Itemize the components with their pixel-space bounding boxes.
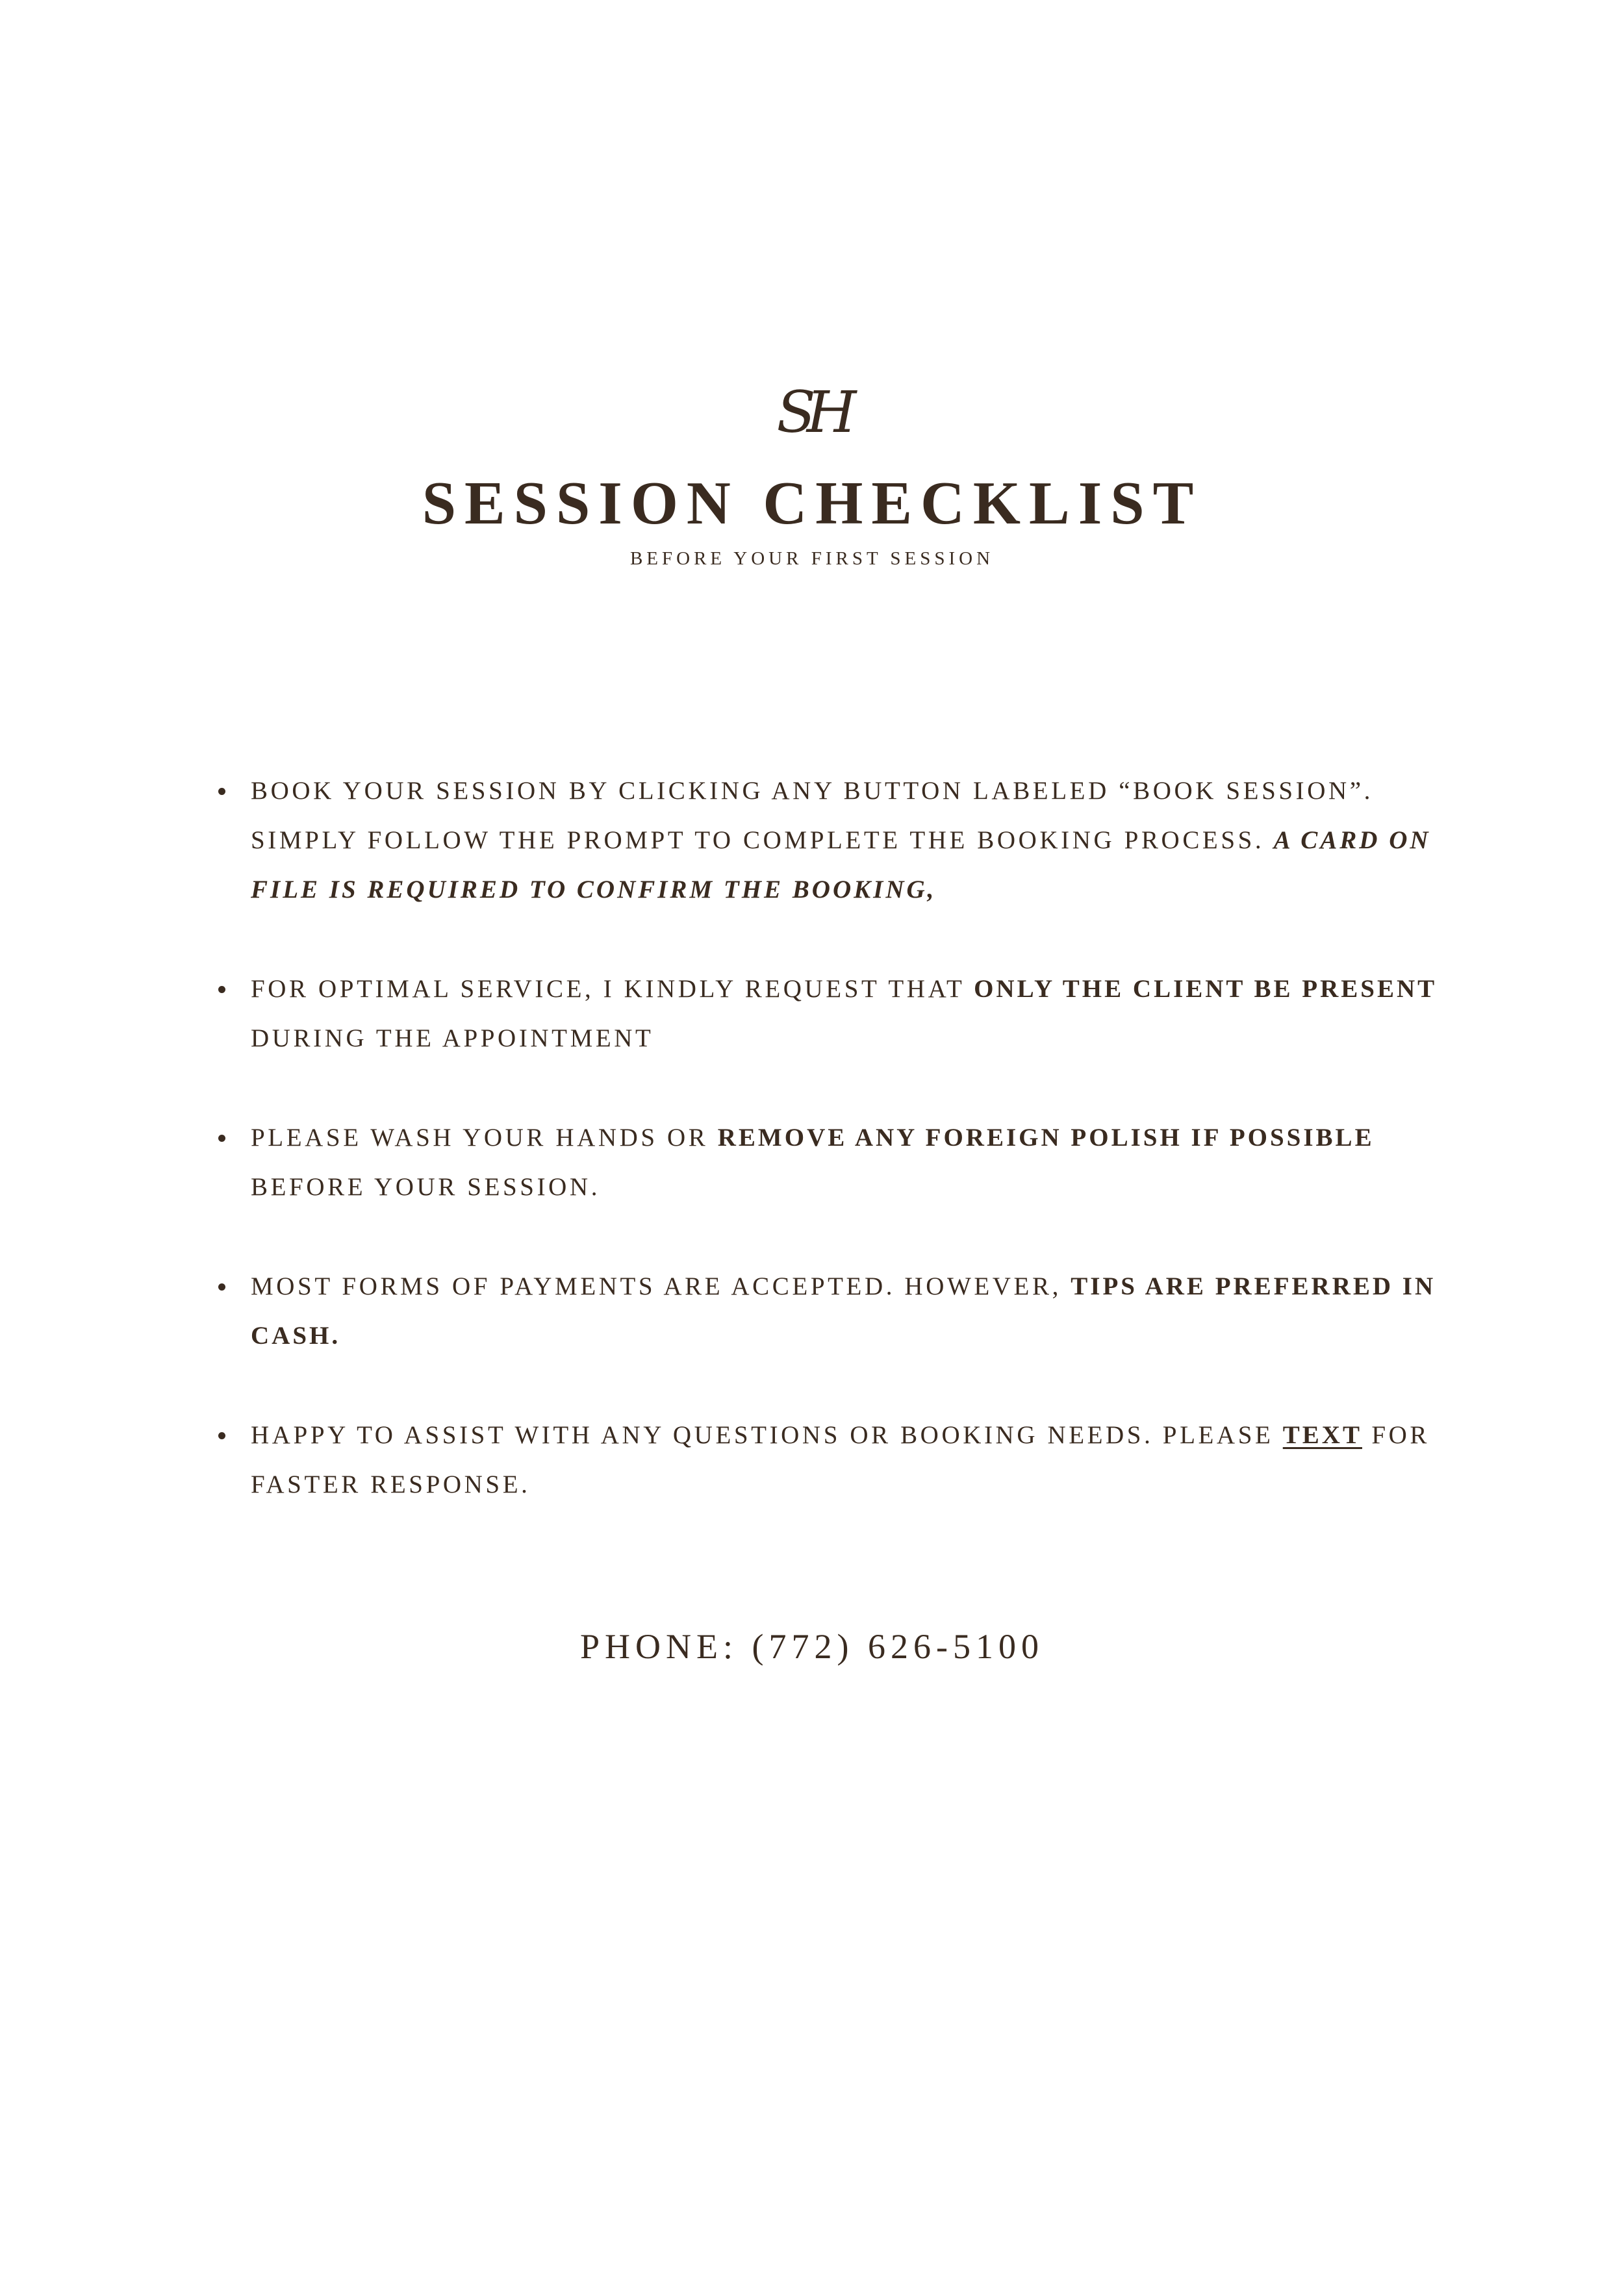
item-emphasis: REMOVE ANY FOREIGN POLISH IF POSSIBLE [717,1124,1375,1152]
item-text: FOR FASTER RESPONSE. [251,1421,1430,1498]
checklist-item-wash-hands [214,1113,1468,1212]
item-text: HAPPY TO ASSIST WITH ANY QUESTIONS OR BOOKING NEEDS. PLEASE [251,1421,1283,1449]
checklist-item-booking [214,766,1468,915]
page-title: SESSION CHECKLIST [422,470,1202,537]
item-emphasis: A CARD ON FILE IS REQUIRED TO CONFIRM THE BOOKING, [251,826,1431,903]
bullet-dot-icon [218,1283,225,1291]
bullet-dot-icon [218,788,225,795]
monogram-logo: SH [776,379,848,446]
bullet-dot-icon [218,986,225,993]
item-text: MOST FORMS OF PAYMENTS ARE ACCEPTED. HOWEVER, [251,1272,1071,1300]
session-checklist [214,766,1468,1559]
phone-number[interactable]: PHONE: (772) 626-5100 [580,1627,1044,1666]
page-subtitle: BEFORE YOUR FIRST SESSION [629,548,995,569]
item-text: BOOK YOUR SESSION BY CLICKING ANY BUTTON LABELED “BOOK SESSION”. SIMPLY FOLLOW THE PROMPT TO COMPLETE THE BOOKING PROCESS. [251,777,1374,854]
checklist-item-client-present [214,965,1468,1063]
item-emphasis: TIPS ARE PREFERRED IN CASH. [251,1272,1436,1350]
bullet-dot-icon [218,1135,225,1142]
text-link[interactable]: TEXT [1282,1421,1362,1449]
item-emphasis: ONLY THE CLIENT BE PRESENT [974,975,1438,1003]
item-text: PLEASE WASH YOUR HANDS OR [251,1124,718,1152]
item-text: BEFORE YOUR SESSION. [251,1173,601,1201]
item-text: DURING THE APPOINTMENT [251,1024,654,1052]
bullet-dot-icon [218,1432,225,1439]
item-text: FOR OPTIMAL SERVICE, I KINDLY REQUEST THAT [251,975,974,1003]
checklist-item-questions [214,1411,1468,1509]
checklist-item-payments [214,1262,1468,1361]
